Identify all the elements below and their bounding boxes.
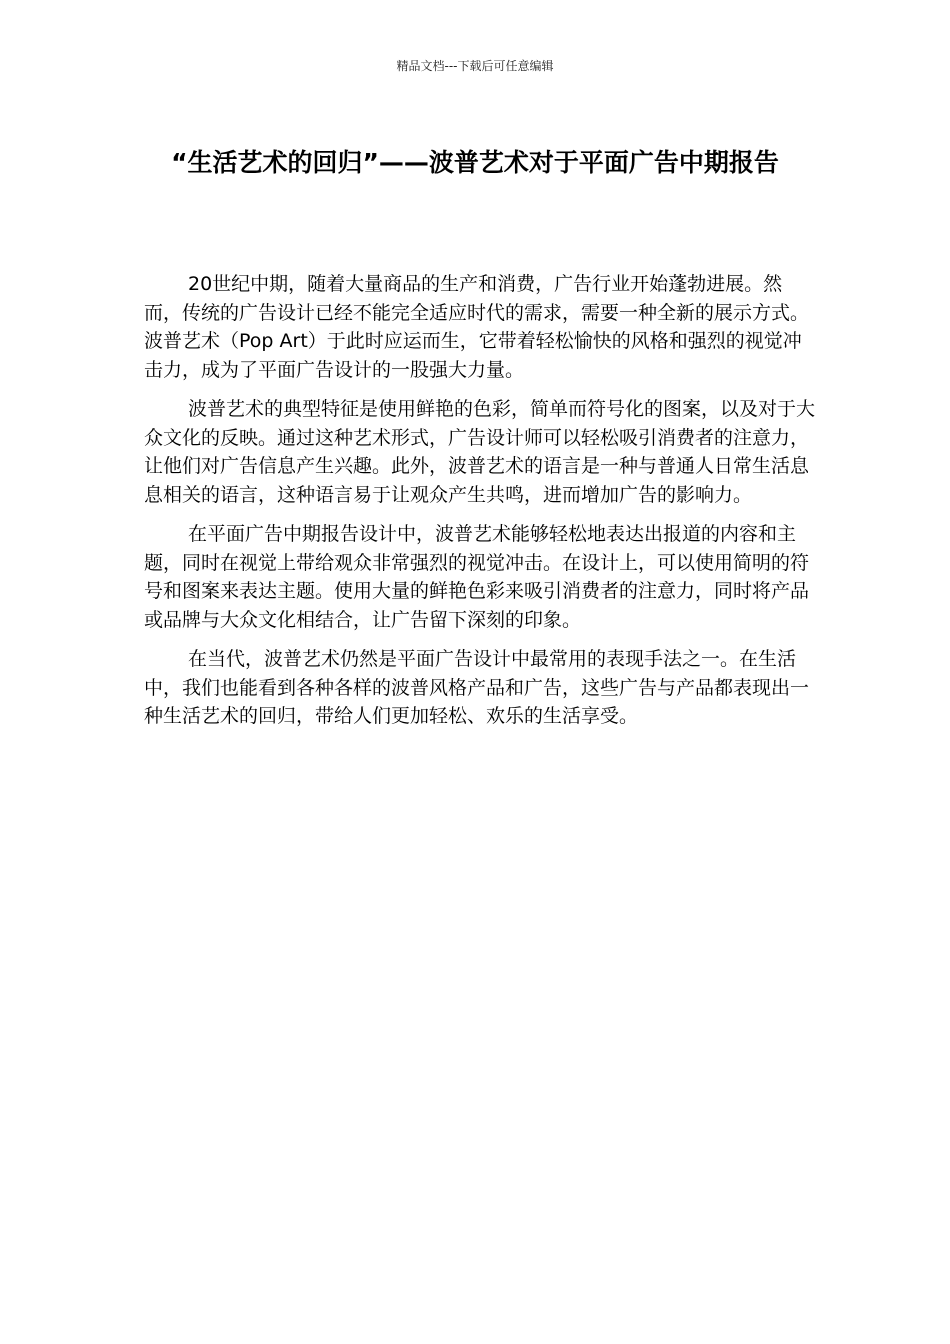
document-title: “生活艺术的回归”——波普艺术对于平面广告中期报告 <box>171 148 779 177</box>
body-paragraph: 20世纪中期，随着大量商品的生产和消费，广告行业开始蓬勃进展。然而，传统的广告设计已经不能完全适应时代的需求，需要一种全新的展示方式。波普艺术（Pop Art）于此时应运而生，它带着轻松愉快的风格和强烈的视觉冲击力，成为了平面广告设计的一股强大力量。 <box>144 273 810 381</box>
document-body <box>144 270 816 742</box>
body-paragraph: 波普艺术的典型特征是使用鲜艳的色彩，简单而符号化的图案，以及对于大众文化的反映。通过这种艺术形式，广告设计师可以轻松吸引消费者的注意力，让他们对广告信息产生兴趣。此外，波普艺术的语言是一种与普通人日常生活息息相关的语言，这种语言易于让观众产生共鸣，进而增加广告的影响力。 <box>144 398 816 506</box>
body-paragraph: 在当代，波普艺术仍然是平面广告设计中最常用的表现手法之一。在生活中，我们也能看到各种各样的波普风格产品和广告，这些广告与产品都表现出一种生活艺术的回归，带给人们更加轻松、欢乐的生活享受。 <box>144 648 810 727</box>
body-paragraph: 在平面广告中期报告设计中，波普艺术能够轻松地表达出报道的内容和主题，同时在视觉上带给观众非常强烈的视觉冲击。在设计上，可以使用简明的符号和图案来表达主题。使用大量的鲜艳色彩来吸引消费者的注意力，同时将产品或品牌与大众文化相结合，让广告留下深刻的印象。 <box>144 523 810 631</box>
page-header: 精品文档---下载后可任意编辑 <box>396 59 554 73</box>
